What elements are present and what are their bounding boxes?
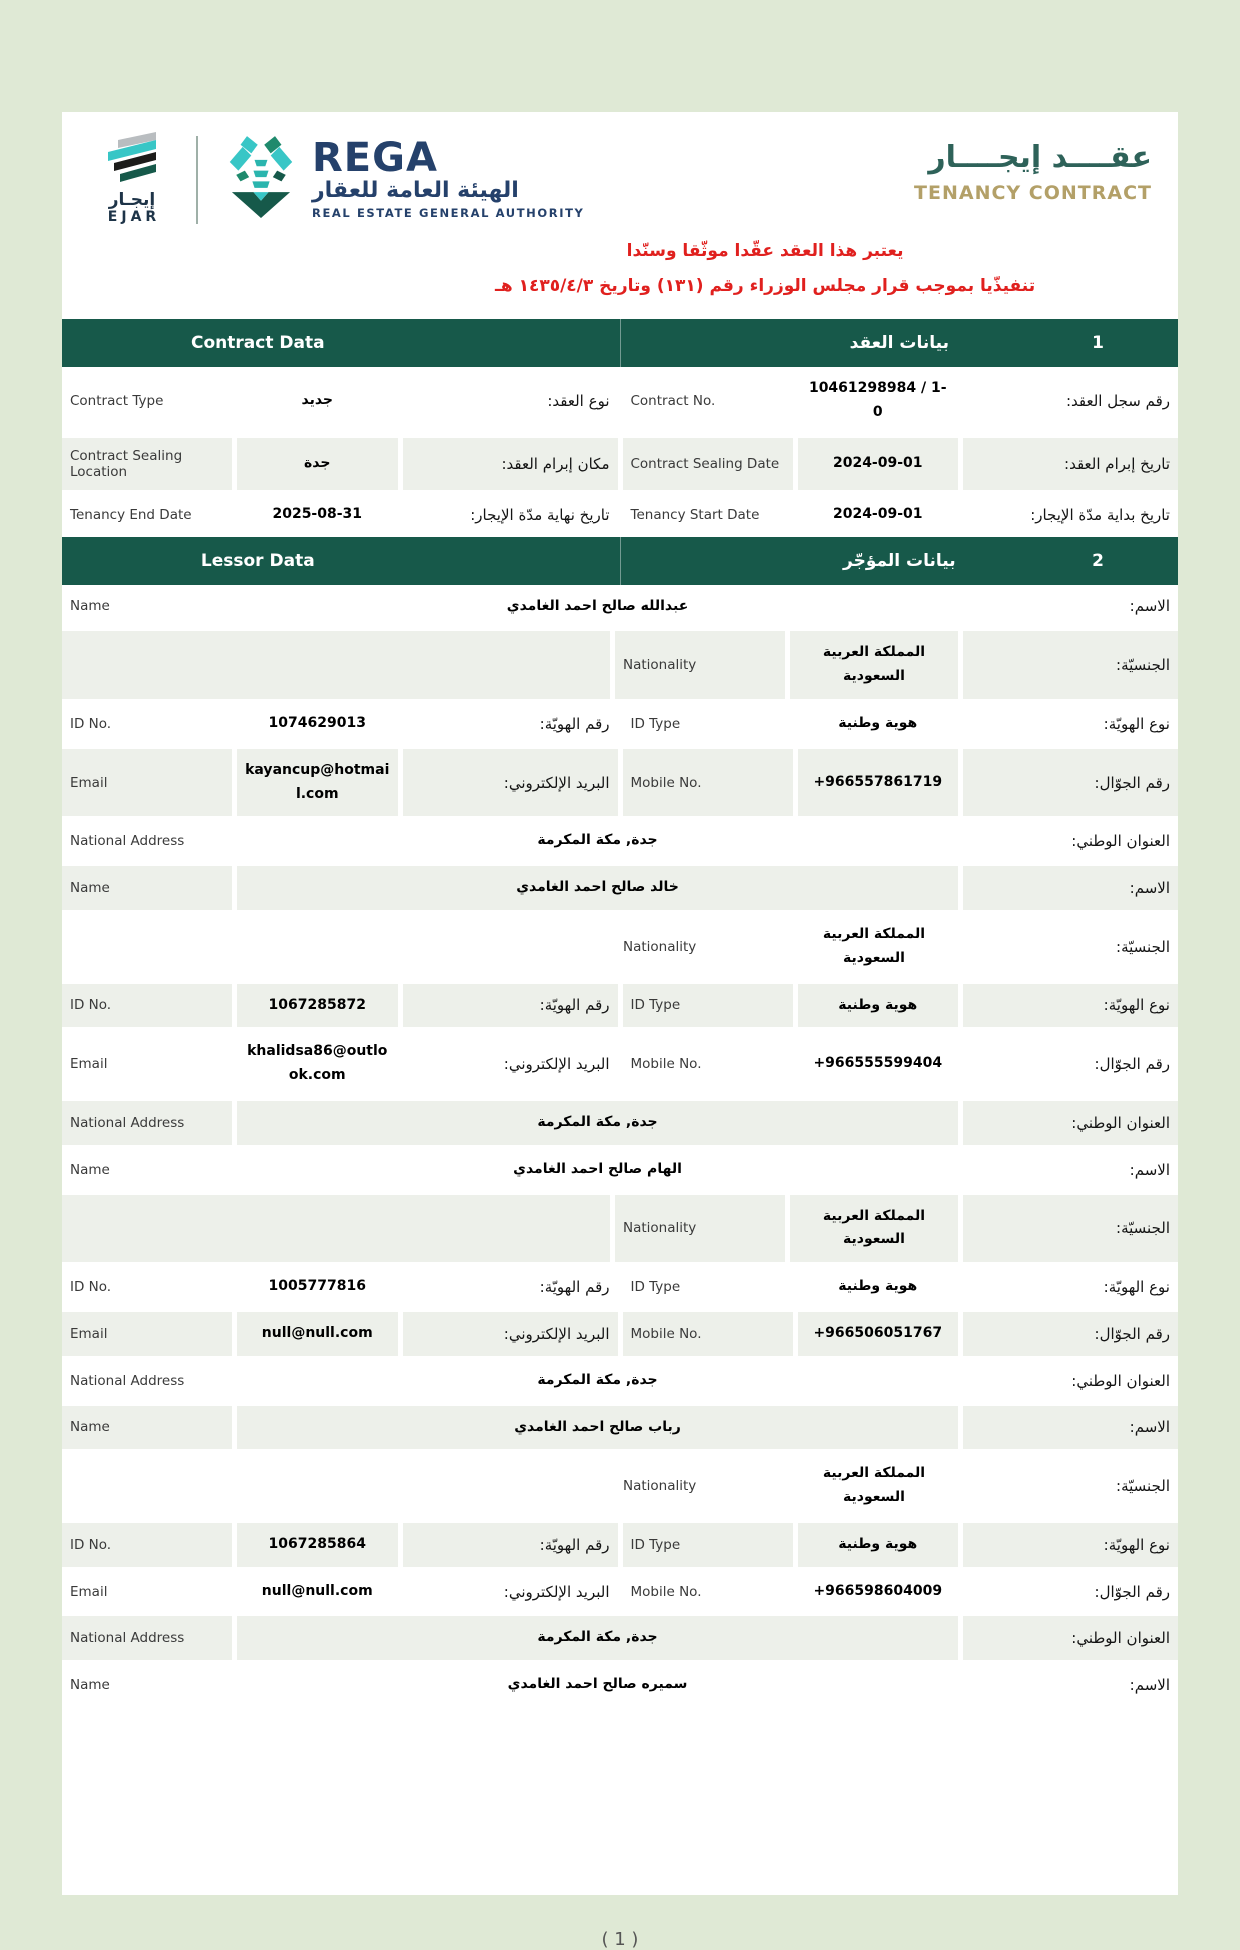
id-type-label-ar: نوع الهويّة:	[963, 1523, 1178, 1567]
id-no-label-en: ID No.	[62, 1523, 232, 1567]
legal-notice-line2: تنفيذّيا بموجب قرار مجلس الوزراء رقم (١٣١) وتاريخ ١٤٣٥/٤/٣ هـ	[495, 276, 1036, 297]
email-value: null@null.com	[261, 1582, 373, 1599]
email-value: null@null.com	[237, 1312, 398, 1356]
section-header-lessor-data	[62, 537, 1178, 585]
email-label-ar: البريد الإلكتروني:	[503, 1582, 610, 1601]
section-title-ar: بيانات العقد	[849, 333, 949, 354]
nationality-label-ar: الجنسيّة:	[1116, 1477, 1170, 1496]
address-label-ar: العنوان الوطني:	[963, 1101, 1178, 1145]
id-no-label-ar: رقم الهويّة:	[539, 714, 610, 733]
tenancy-start-label-en: Tenancy Start Date	[630, 506, 760, 523]
id-no-label-ar: رقم الهويّة:	[539, 1278, 610, 1296]
address-label-en: National Address	[70, 833, 185, 850]
name-label-en: Name	[62, 1406, 232, 1450]
email-value: khalidsa86@outlook.com	[247, 1043, 388, 1084]
nationality-value: المملكة العربية السعودية	[822, 1465, 926, 1506]
mobile-value: +966557861719	[798, 749, 959, 817]
logo-divider	[196, 136, 198, 224]
id-type-label-ar: نوع الهويّة:	[1103, 714, 1170, 733]
ejar-logo	[84, 132, 180, 226]
tenancy-end-label-en: Tenancy End Date	[70, 506, 192, 523]
name-label-ar: الاسم:	[1129, 597, 1170, 616]
lessor-name-value: الهام صالح احمد الغامدي	[513, 1160, 682, 1177]
nationality-label-ar: الجنسيّة:	[963, 1195, 1178, 1263]
tenancy-start-label-ar: تاريخ بداية مدّة الإيجار:	[1030, 505, 1170, 524]
name-label-en: Name	[70, 598, 110, 615]
tenancy-start-value: 2024-09-01	[832, 505, 923, 522]
name-label-ar: الاسم:	[1129, 1160, 1170, 1179]
table-row	[62, 438, 1178, 490]
id-type-label-en: ID Type	[630, 1279, 681, 1295]
id-type-label-en: ID Type	[630, 715, 681, 732]
lessor-id-row	[62, 1523, 1178, 1567]
nationality-value: المملكة العربية السعودية	[822, 925, 926, 966]
id-type-label-ar: نوع الهويّة:	[963, 984, 1178, 1028]
empty-cell	[62, 913, 610, 981]
address-value: جدة, مكة المكرمة	[537, 1371, 658, 1388]
address-label-en: National Address	[62, 1101, 232, 1145]
tenancy-end-value: 2025-08-31	[272, 505, 363, 522]
contract-type-value: جديد	[301, 392, 334, 409]
page-number: ( 1 )	[601, 1929, 639, 1950]
table-row	[62, 493, 1178, 537]
id-no-label-ar: رقم الهويّة:	[403, 1523, 618, 1567]
sealing-date-label-ar: تاريخ إبرام العقد:	[963, 438, 1178, 490]
mobile-label-ar: رقم الجوّال:	[1094, 1055, 1170, 1074]
nationality-value: المملكة العربية السعودية	[790, 1195, 958, 1263]
id-type-value: هوية وطنية	[838, 714, 918, 731]
email-label-en: Email	[70, 1056, 108, 1073]
lessor-address-row	[62, 1616, 1178, 1660]
nationality-label-en: Nationality	[615, 1195, 785, 1263]
id-no-label-en: ID No.	[70, 1279, 112, 1295]
contract-no-label-ar: رقم سجل العقد:	[1065, 391, 1170, 410]
ejar-wordmark-ar: إيجـار	[108, 190, 156, 210]
address-value: جدة, مكة المكرمة	[237, 1616, 958, 1660]
address-value: جدة, مكة المكرمة	[537, 832, 658, 849]
address-label-ar: العنوان الوطني:	[1071, 1371, 1170, 1390]
lessor-name-value: رباب صالح احمد الغامدي	[237, 1406, 958, 1450]
rega-logo	[222, 134, 584, 222]
contract-type-label-en: Contract Type	[70, 392, 164, 409]
rega-name-en: REAL ESTATE GENERAL AUTHORITY	[312, 205, 585, 220]
id-type-label-en: ID Type	[623, 1523, 793, 1567]
lessor-name-row	[62, 1406, 1178, 1450]
address-label-ar: العنوان الوطني:	[963, 1616, 1178, 1660]
table-row	[62, 367, 1178, 435]
sealing-location-value: جدة	[237, 438, 398, 490]
mobile-value: +966598604009	[813, 1582, 943, 1599]
name-label-en: Name	[70, 1677, 110, 1694]
lessor-nationality-row	[62, 913, 1178, 981]
id-type-label-en: ID Type	[623, 984, 793, 1028]
contract-no-value: 10461298984 / 1-0	[808, 380, 947, 420]
document-title-block	[914, 132, 1152, 204]
lessor-id-row	[62, 984, 1178, 1028]
rega-name-ar: الهيئة العامة للعقار	[312, 178, 519, 204]
section-title-en: Contract Data	[191, 333, 325, 354]
lessor-name-row	[62, 1148, 1178, 1192]
id-type-value: هوية وطنية	[798, 984, 959, 1028]
ejar-wordmark-en: EJAR	[107, 209, 161, 225]
mobile-label-ar: رقم الجوّال:	[963, 749, 1178, 817]
nationality-label-en: Nationality	[623, 1478, 697, 1495]
email-label-en: Email	[70, 1583, 108, 1600]
document-header	[62, 112, 1178, 226]
email-label-en: Email	[62, 1312, 232, 1356]
id-no-value: 1074629013	[268, 714, 366, 731]
lessor-name-value: سميره صالح احمد الغامدي	[507, 1676, 688, 1693]
card-bottom-whitespace	[62, 1707, 1178, 1895]
lessor-contact-row	[62, 1312, 1178, 1356]
mobile-label-en: Mobile No.	[630, 1583, 702, 1600]
mobile-label-en: Mobile No.	[630, 1056, 702, 1073]
lessor-name-row	[62, 866, 1178, 910]
address-value: جدة, مكة المكرمة	[237, 1101, 958, 1145]
address-label-en: National Address	[70, 1372, 185, 1389]
id-no-value: 1067285872	[237, 984, 398, 1028]
lessor-contact-row	[62, 1030, 1178, 1098]
lessor-address-row	[62, 1359, 1178, 1403]
name-label-en: Name	[70, 1161, 110, 1178]
mobile-label-ar: رقم الجوّال:	[963, 1312, 1178, 1356]
legal-notice-line1: يعتبر هذا العقد عقّدا موثّقا وسنّدا	[626, 240, 904, 261]
page-title-arabic: عقــــد إيجــــار	[928, 140, 1152, 175]
name-label-ar: الاسم:	[963, 1406, 1178, 1450]
contract-type-label-ar: نوع العقد:	[547, 391, 610, 410]
mobile-label-en: Mobile No.	[623, 749, 793, 817]
name-label-ar: الاسم:	[963, 866, 1178, 910]
lessor-name-row	[62, 1663, 1178, 1707]
section-title-en: Lessor Data	[200, 550, 315, 571]
tenancy-end-label-ar: تاريخ نهاية مدّة الإيجار:	[470, 505, 610, 524]
id-no-value: 1005777816	[268, 1278, 366, 1295]
nationality-label-ar: الجنسيّة:	[963, 631, 1178, 699]
contract-no-label-en: Contract No.	[630, 392, 716, 409]
id-type-value: هوية وطنية	[798, 1523, 959, 1567]
nationality-label-en: Nationality	[615, 631, 785, 699]
lessor-address-row	[62, 819, 1178, 863]
lessor-name-row	[62, 585, 1178, 629]
sealing-location-label-ar: مكان إبرام العقد:	[403, 438, 618, 490]
section-number: 1	[1092, 333, 1104, 354]
mobile-value: +966555599404	[813, 1055, 943, 1072]
id-type-value: هوية وطنية	[838, 1278, 918, 1295]
lessor-name-value: خالد صالح احمد الغامدي	[237, 866, 958, 910]
rega-wordmark: REGA	[312, 135, 438, 182]
contract-data-table	[62, 367, 1178, 536]
mobile-label-ar: رقم الجوّال:	[1094, 1582, 1170, 1601]
sealing-date-label-en: Contract Sealing Date	[623, 438, 793, 490]
ejar-logo-icon	[99, 132, 165, 188]
sealing-location-label-en: Contract Sealing Location	[62, 438, 232, 490]
section-number: 2	[1092, 550, 1104, 571]
lessor-nationality-row	[62, 1452, 1178, 1520]
section-header-contract-data	[62, 319, 1178, 367]
section-title-ar-wrap	[621, 319, 1178, 367]
nationality-label-ar: الجنسيّة:	[1116, 937, 1170, 956]
empty-cell	[62, 1195, 610, 1263]
lessor-contact-row	[62, 749, 1178, 817]
empty-cell	[62, 631, 610, 699]
email-label-ar: البريد الإلكتروني:	[403, 749, 618, 817]
rega-text	[312, 137, 584, 218]
lessor-address-row	[62, 1101, 1178, 1145]
mobile-value: +966506051767	[798, 1312, 959, 1356]
lessor-nationality-row	[62, 631, 1178, 699]
section-title-ar: بيانات المؤجّر	[843, 550, 956, 571]
lessor-id-row	[62, 702, 1178, 746]
lessor-id-row	[62, 1265, 1178, 1309]
id-no-label-en: ID No.	[62, 984, 232, 1028]
lessor-contact-row	[62, 1570, 1178, 1614]
name-label-ar: الاسم:	[1129, 1676, 1170, 1695]
empty-cell	[62, 1452, 610, 1520]
id-no-label-en: ID No.	[70, 715, 112, 732]
contract-document-card	[62, 112, 1178, 1895]
lessor-data-table	[62, 585, 1178, 1708]
rega-palm-icon	[222, 134, 300, 222]
email-value: kayancup@hotmail.com	[237, 749, 398, 817]
section-title-ar-wrap	[621, 537, 1178, 585]
id-type-label-ar: نوع الهويّة:	[1103, 1278, 1170, 1296]
nationality-value: المملكة العربية السعودية	[790, 631, 958, 699]
email-label-ar: البريد الإلكتروني:	[403, 1312, 618, 1356]
lessor-nationality-row	[62, 1195, 1178, 1263]
legal-notice	[352, 234, 1178, 305]
name-label-en: Name	[62, 866, 232, 910]
id-no-label-ar: رقم الهويّة:	[403, 984, 618, 1028]
email-label-ar: البريد الإلكتروني:	[503, 1055, 610, 1074]
email-label-en: Email	[62, 749, 232, 817]
id-no-value: 1067285864	[237, 1523, 398, 1567]
mobile-label-en: Mobile No.	[623, 1312, 793, 1356]
page-title-english: TENANCY CONTRACT	[914, 182, 1152, 204]
sealing-date-value: 2024-09-01	[798, 438, 959, 490]
nationality-label-en: Nationality	[623, 938, 697, 955]
lessor-name-value: عبدالله صالح احمد الغامدي	[506, 597, 689, 614]
address-label-ar: العنوان الوطني:	[1071, 832, 1170, 851]
address-label-en: National Address	[62, 1616, 232, 1660]
